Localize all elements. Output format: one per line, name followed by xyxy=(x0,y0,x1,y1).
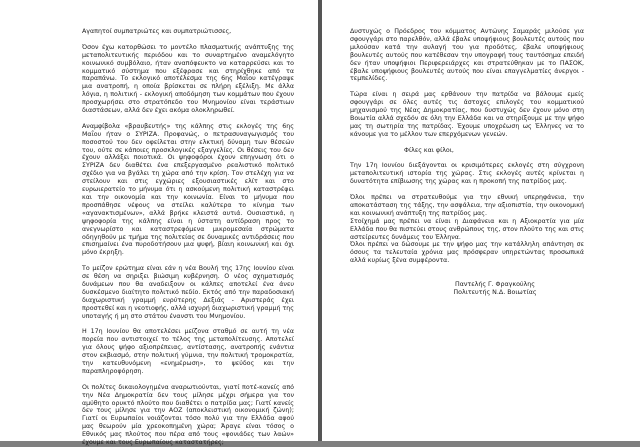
document-page-left xyxy=(0,0,318,447)
greeting: Αγαπητοί συμπατριώτες και συμπατριώτισσες, xyxy=(82,28,232,35)
document-page-right xyxy=(322,0,640,441)
paragraph: Δυστυχώς ο Πρόεδρος του κόμματος Αντώνης Σαμαράς μιλούσε για σφουγγάρι στο παρελθόν, αλλά έβαλε υποψήφιους βουλευτές αυτούς που μιλούσαν κατά την αυλαγή του για προδότες, έβαλε υποψήφιους βουλευτές αυτούς που κατέθεσαν την υπογραφή τους ταυτόσημα επειδή δεν ήταν υποψήφιοι Περιφερειάρχες και στρατεύθηκαν με το ΠΑΣΟΚ, έβαλε υποψήφιους βουλευτές αυτούς που είναι επαγγελματίες άνεργοι - τεμπελίδες. xyxy=(350,28,584,83)
paragraph: Όλοι πρέπει να στρατευθούμε για την εθνική υπερηφάνεια, την αποκατάσταση της τάξης, την ασφάλεια, την αξιοπιστία, την οικονομική και κοινωνική ανάπτυξη της πατρίδος μας. xyxy=(350,193,584,217)
signature-name: Παντελής Γ. Φραγκούλης xyxy=(455,280,535,288)
paragraph: Τώρα είναι η σειρά μας ερθάνουν την πατρίδα να βάλουμε εμείς σφουγγάρι σε όλες αυτές τις άστοχες επιλογές του κομματικού μηχανισμού της Νέας Δημοκρατίας, που δυστυχώς δεν έχουν μόνο στη Βοιωτία αλλά σχεδόν σε όλη την Ελλάδα και να στηρίξουμε με την ψήφο μας τη σωτηρία της πατρίδας. Έχουμε υποχρέωση ως Έλληνες να το κάνουμε για το μέλλον των επερχόμενων γενεών. xyxy=(350,91,584,138)
paragraph: Αναμφίβολα «βραυβευτής» της κάλπης στις εκλογές της 6ης Μαΐου ήταν ο ΣΥΡΙΖΑ. Προφανώς, ο πετρασυναγωγισμός του ποσοστού του δεν οφείλεται στην ελκτική δύναμη των θέσεών του, ούτε σε κάποιες προσκλογικές εξαγγελίες. Οι θέσεις του δεν έχουν αλλάξει ποιοτικά. Οι ψηφοφόροι έχουν επηγνωση ότι ο ΣΥΡΙΖΑ δεν διαθέτει ένα επεξεργασμένο ρεαλιστικό πολιτικό σχέδιο για να βγάλει τη χώρα από την κρίση. Τον στελέχη για να στείλουν και στις εγχώριες εξουσιαστικές ελίτ και στο ευρωιερατείο το μήνυμα ότι η ασκούμενη πολιτική καταστρέφει και την οικονομία και την κοινωνία. Είναι το μήνυμα που προσπάθησε νέφους να στείλει καλύτερα το κίνημα των «αγανακτισμένων», αλλά βρήκε κλειστά αυτιά. Ουσιαστικά, η ψηφοφορία της κάλπης είναι η ύστατη αντίδραση προς το ανεγνωρίστο και καταστρεφόμενα μικρομεσαία στρώματα οδηγηθούν με τμήμα της πολιτείας σε δυναμικές αντιδράσεις που επισημαίνει ένα πυροδοτήσουν μια ψυφή, βίαιη κοινωνική και όχι μόνο έκρηξη. xyxy=(82,122,294,257)
paragraph: Η 17η Ιουνίου θα αποτελέσει μείζονα σταθμό σε αυτή τη νέα πορεία που αντιστοιχεί το τέλος της μεταπολίτευσης. Αποτελεί για όλους ψήφο αξιοπρέπειας, αντίστασης, ανατροπής ενάντια στον εκβιασμό, στην πολιτική γύμνια, την πολιτική τρομοκρατία, την κατευθυνόμενη «ενημέρωση», το ψεύδος και την παραπληροφόρηση. xyxy=(82,328,294,375)
paragraph: Όσον έχω κατορθώσει το μοντέλο πλασματικής ανάπτυξης της μεταπολιτευτικής περιόδου και το συναρτημένο αναμελόγητο κοινωνικό συμβόλαιο, ήταν αναπόφευκτο να καταρρεύσει και το κομματικό σύστημα που εξέφρασε και στηρίχθηκε από τα παραπάνω. Το εκλογικό αποτέλεσμα της 6ης Μαΐου κατέγραψε μια ανατροπή, η οποία βρίσκεται σε πλήρη εξέλιξη. Με άλλα λόγια, η πολιτική - εκλογική αποδόμηση των κομμάτων που έχουν προσχωρήσει στο στρατόπεδο του Μνημονίου είναι τεράστιων διαστάσεων, αλλά δεν έχει ακόμα ολοκληρωθεί. xyxy=(82,43,294,115)
paragraph: Την 17η Ιουνίου διεξάγονται οι κρισιμότερες εκλογές στη σύγχρονη μεταπολιτευτική ιστορία της χώρας. Στις εκλογές αυτές κρίνεται η δυνατότητα επίβιωσης της χώρας και η προκοπή της πατρίδος μας. xyxy=(350,162,584,186)
paragraph: Το μείζον ερώτημα είναι εάν η νέα Βουλή της 17ης Ιουνίου είναι σε θέση να σηριξει βιώσιμη κυβέρνηση. Ο νέος σχηματισμός δυνάμεων που θα αναδειξουν οι κάλπες αποτελεί ένα άνευ δυσκέσμενο διαίτητο πολιτικό πεδίο. Εκτός από την παραδοσιακή διαχωριστική γραμμή ευρύτερης Δεξιάς - Αριστεράς έχει προστεθεί και η νεοτιοφής, αλλά ισχυρή διαχωριστική γραμμή της υποταγής ή μη στο στάτου ένανστι του Μνημονίου. xyxy=(82,265,294,320)
paragraph: Όλοι πρέπει να δώσουμε με την ψήφο μας την κατάλληλη απάντηση σε όσους τα τελευταία χρόνια μας πρόσφεραν υπηρετώντας προσωπικά αλλά κυρίως ξένα συμφέροντα. xyxy=(350,241,584,265)
signature-title: Πολιτευτής Ν.Δ. Βοιωτίας xyxy=(453,288,537,296)
paragraph: Οι πολίτες δικαιολογημένα αναρωτιούνται, γιατί ποτέ-κανείς από την Νέα Δημοκρατία δεν τους μίλησε μέχρι σήμερα για τον αμύθητο ορυκτό πλούτο που διαθέτει ο πατρίδα μας; Γιατί κανείς δεν τους μίλησε για την ΑΟΖ (αποκλειστική οικονομική ζώνη); Γιατί οι Ευρωπαίοι νοιάζονται τόσο πολύ για την Ελλάδα αφού μας θεωρούν μία χρεοκοπημένη χώρα; Άραγε είναι τόσος ο Εθνικός μας πλούτος που πέρα από τους «φονιάδες των λαών» έχουμε και τους Ευρωπαίους καταστατήρες; xyxy=(82,383,294,447)
friends-greeting: Φίλες και φίλοι, xyxy=(404,146,454,154)
paragraph: Στοίχημά μας πρέπει να είναι η Διαφάνεια και η Αξιοκρατία για μία Ελλάδα που θα πιστεύει στους ανθρώπους της, στον πλούτο της και στις αστείρευτες δυνάμεις του Έλληνα. xyxy=(350,217,584,241)
